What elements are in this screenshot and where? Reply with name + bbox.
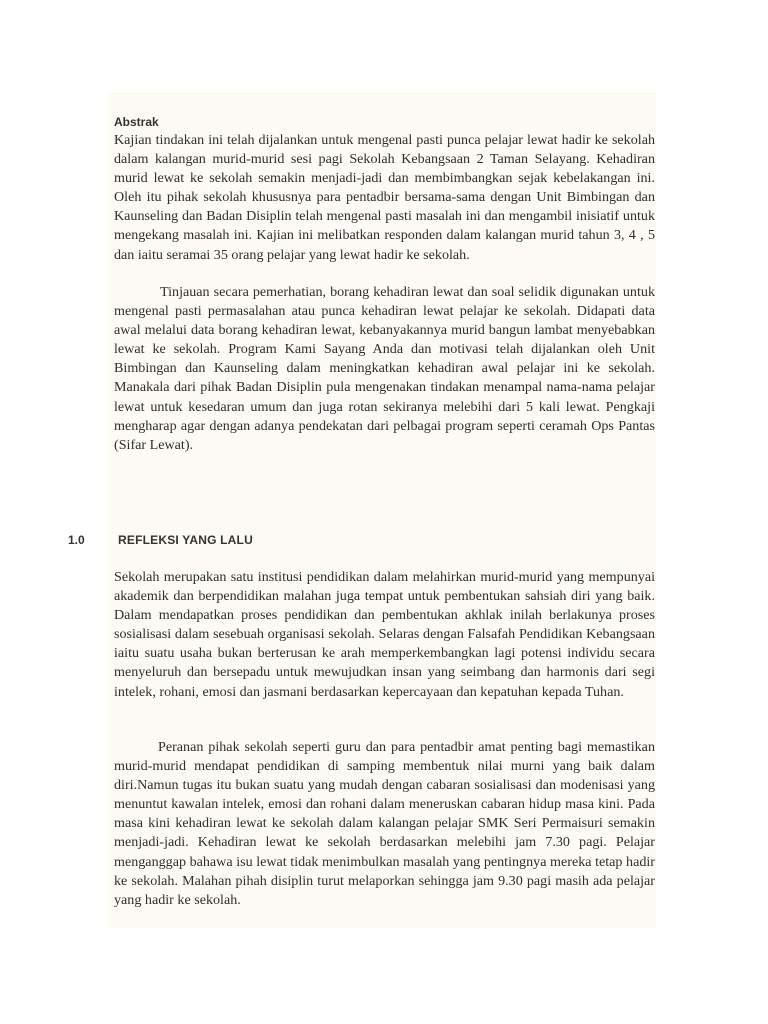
abstract-paragraph-2: Tinjauan secara pemerhatian, borang kehadiran lewat dan soal selidik digunakan untuk mengenal pasti permasalahan atau punca kehadiran lewat pelajar ke sekolah. Didapati data awal melalui data borang kehadiran lewat, kebanyakannya murid bangun lambat menyebabkan lewat ke sekolah. Program Kami Sayang Anda dan motivasi telah dijalankan oleh Unit Bimbingan dan Kaunseling dalam meningkatkan kehadiran awal pelajar ini ke sekolah. Manakala dari pihak Badan Disiplin pula mengenakan tindakan menampal nama-nama pelajar lewat untuk kesedaran umum dan juga rotan sekiranya melebihi dari 5 kali lewat. Pengkaji mengharap agar dengan adanya pendekatan dari pelbagai program seperti ceramah Ops Pantas (Sifar Lewat). [114, 284, 655, 453]
section-paragraph-2: Peranan pihak sekolah seperti guru dan para pentadbir amat penting bagi memastikan murid-murid mendapat pendidikan di samping membentuk nilai murni yang baik dalam diri.Namun tugas itu bukan suatu yang mudah dengan cabaran sosialisasi dan modenisasi yang menuntut kawalan intelek, emosi dan rohani dalam meneruskan cabaran hidup masa kini. Pada masa kini kehadiran lewat ke sekolah dalam kalangan pelajar SMK Seri Permaisuri semakin menjadi-jadi. Kehadiran lewat ke sekolah berdasarkan melebihi jam 7.30 pagi. Pelajar menganggap bahawa isu lewat tidak menimbulkan masalah yang pentingnya mereka tetap hadir ke sekolah. Malahan pihah disiplin turut melaporkan sehingga jam 9.30 pagi masih ada pelajar yang hadir ke sekolah. [114, 739, 655, 908]
section-title: REFLEKSI YANG LALU [118, 533, 253, 547]
section-number: 1.0 [68, 533, 85, 547]
abstract-heading: Abstrak [114, 115, 159, 129]
abstract-paragraph-1: Kajian tindakan ini telah dijalankan untuk mengenal pasti punca pelajar lewat hadir ke sekolah dalam kalangan murid-murid sesi pagi Sekolah Kebangsaan 2 Taman Selayang. Kehadiran murid lewat ke sekolah semakin menjadi-jadi dan membimbangkan sejak kebelakangan ini. Oleh itu pihak sekolah khususnya para pentadbir bersama-sama dengan Unit Bimbingan dan Kaunseling dan Badan Disiplin telah mengenal pasti masalah ini dan mengambil inisiatif untuk mengekang masalah ini. Kajian ini melibatkan responden dalam kalangan murid tahun 3, 4 , 5 dan iaitu seramai 35 orang pelajar yang lewat hadir ke sekolah. [114, 132, 655, 263]
section-paragraph-1: Sekolah merupakan satu institusi pendidikan dalam melahirkan murid-murid yang mempunyai akademik dan berpendidikan malahan juga tempat untuk pembentukan sahsiah diri yang baik. Dalam mendapatkan proses pendidikan dan pembentukan akhlak inilah berlakunya proses sosialisasi dalam sesebuah organisasi sekolah. Selaras dengan Falsafah Pendidikan Kebangsaan iaitu suatu usaha bukan berterusan ke arah memperkembangkan lagi potensi individu secara menyeluruh dan bersepadu untuk mewujudkan insan yang seimbang dan harmonis dari segi intelek, rohani, emosi dan jasmani berdasarkan kepercayaan dan kepatuhan kepada Tuhan. [114, 569, 655, 700]
